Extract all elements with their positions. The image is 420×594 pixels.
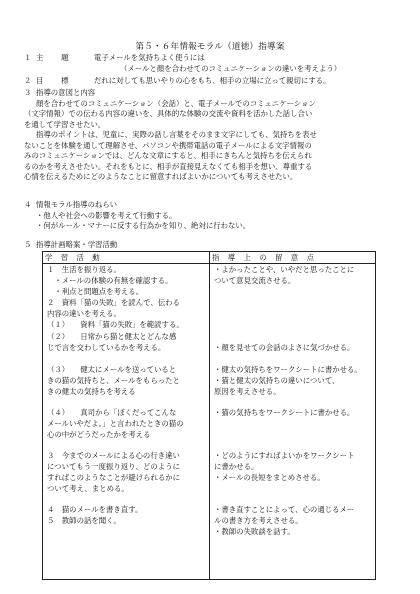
section-number: ３ [24,88,32,97]
section-plan [24,240,396,251]
section-number: １ [24,53,32,62]
page-title: 第５・６年情報モラル（道徳）指導案 [135,42,285,52]
note-line: ・よかったことや、いやだと思ったことに [214,265,355,274]
activity-line: ついて考え、まとめる。 [47,484,129,493]
activity-line: ３ 今までのメールによる心の行き違い [47,451,180,460]
section-label: 目 標 [36,76,70,85]
activity-line: 内容の違いを考える。 [47,309,121,318]
header-teaching-notes: 指 導 上 の 留 意 点 [210,252,376,264]
paragraph-line: るのかを考えさせたい。それをもとに、相手が直接見えなくても相手を想い、尊重する [24,161,313,171]
section-number: ２ [24,76,32,85]
activity-line: （３） 健太にメールを送っていると [47,365,177,374]
note-line: ・猫の気持ちをワークシートに書かせる。 [214,408,355,417]
activity-line: ・利点と問題点を考える。 [47,287,144,296]
activity-line: 心の中がどうだったかを考える [47,430,151,439]
paragraph-line: 心情を伝えるためにどのようなことに留意すればよいかについても考えさせたい。 [24,172,298,181]
note-line: ・顔を見せての会話のよさに気づかせる。 [214,343,355,352]
section-heading: 情報モラル指導のねらい [36,200,118,209]
activities-cell [43,264,210,580]
section-number: ５ [24,240,32,249]
notes-cell [210,264,376,580]
section-label: 主 題 [36,53,70,62]
note-line: ・猫と健太の気持ちの違いについて、 [214,376,340,385]
activity-line: （１） 資料「猫の失敗」を範読する。 [47,320,184,329]
activity-line: じで言を交わしているかを考える。 [47,343,166,352]
header-learning-activities: 学 習 活 動 [43,252,210,264]
section-number: ４ [24,200,32,209]
activity-line: きの猫の気持ちと、メールをもらったと [47,376,180,385]
activity-line: についてもう一度振り返り、どのように [47,462,180,471]
note-line: 原因を考えさせる。 [214,387,281,396]
paragraph-line: 指導のポイントは、児童に、実際の話し言葉をそのまま文字にしても、気持ちを表せ [36,130,317,139]
note-line: ルの書き方を考えさせる。 [214,516,303,525]
paragraph-line: ないことを体験を通して理解させ、パソコンや携帯電話の電子メールによる文字情報の [24,140,312,150]
section-goal [24,76,396,87]
note-line: ・健太の気持ちをワークシートに書かせる。 [214,365,362,374]
activity-line: ・メールの体験の有無を確認する。 [47,276,173,285]
paragraph-line: みのコミュニケーションでは、どんな文章にすると、相手にきちんと気持ちを伝えられ [24,151,312,160]
goal-text: だれに対しても思いやりの心をもち、相手の立場に立って親切にする。 [94,76,331,85]
aim-item: ・他人や社会への影響を考えて行動する。 [36,210,177,220]
activity-line: ４ 猫のメールを書き直す。 [47,505,143,514]
activity-line: すればこのようなことが避けられるかに [47,473,181,482]
theme-text: 電子メールを気持ちよく使うには [94,53,205,62]
section-intent [24,88,396,183]
note-line: ・教師の失敗談を話す。 [214,527,295,536]
activity-line: １ 生活を振り返る。 [47,265,121,274]
note-line: ・書き直すことによって、心の通じるメー [214,505,355,514]
note-line: ・メールの長短をまとめさせる。 [214,473,325,482]
activity-line: （２） 日常から猫と健太とどんな感 [47,332,177,341]
activity-line: きの健太の気持ちを考える [47,387,136,396]
section-aims [24,200,396,232]
section-heading: 指導計画略案・学習活動 [36,240,118,249]
aim-item: ・何がルール・マナーに反する行為かを知り、絶対に行わない。 [36,221,251,230]
section-heading: 指導の意図と内容 [36,88,96,97]
activity-line: ５ 教師の話を聞く。 [47,516,121,525]
activity-line: メールいやだよ。」と言われたときの猫の [47,419,184,428]
note-line: に書かせる。 [214,462,259,471]
lesson-plan-table [42,251,376,580]
activity-line: （４） 真司から「ぼくだってこんな [47,408,177,417]
activity-line: ２ 資料「猫の失敗」を読んで、伝わる [47,298,180,307]
paragraph-line: （文字情報）での伝わる内容の違いを、具体的な体験の交流や資料を活かした話し合い [24,109,313,118]
section-theme [24,53,396,74]
theme-subtext: （メールと顔を合わせてのコミュニケーションの違いを考えよう） [120,63,342,73]
note-line: ・どのようにすればよいかをワークシート [214,451,355,460]
paragraph-line: 顔を合わせてのコミュニケーション（会話）と、電子メールでのコミュニケーション [36,98,316,108]
note-line: ついて意見交流させる。 [214,276,296,285]
paragraph-line: を通して学習させたい。 [24,119,106,129]
